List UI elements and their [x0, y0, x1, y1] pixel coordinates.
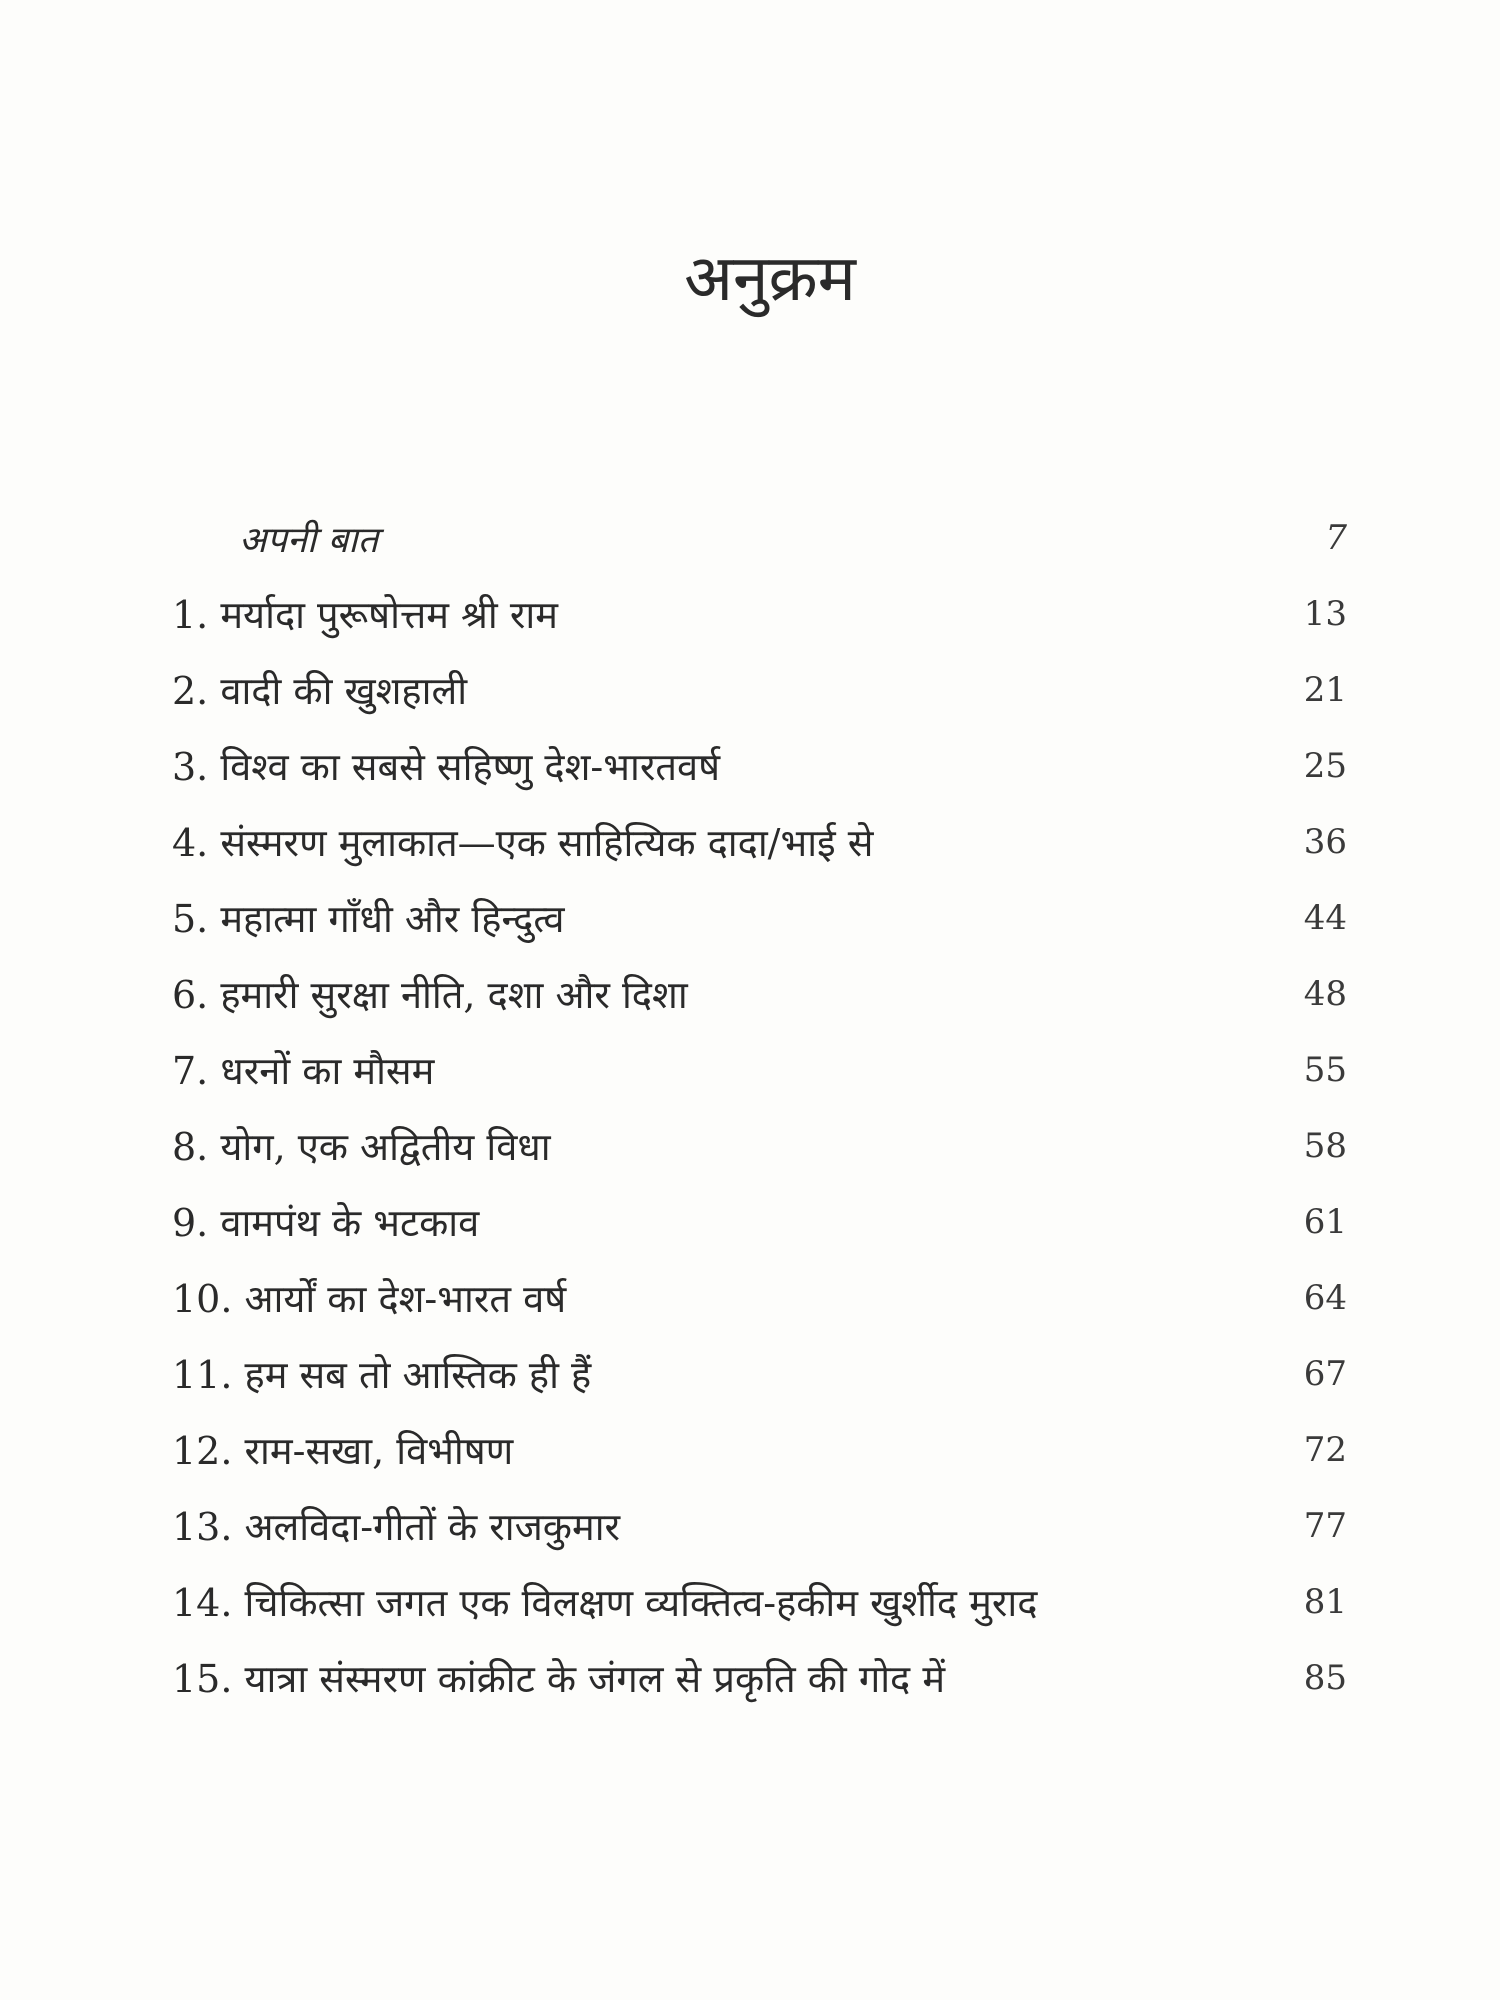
toc-entry-page-number: 55 [1303, 1050, 1347, 1090]
toc-entry-page-number: 58 [1303, 1126, 1347, 1166]
toc-entry-title: 14. चिकित्सा जगत एक विलक्षण व्यक्तित्व-हकीम खुर्शीद मुराद [172, 1581, 1038, 1625]
toc-entry [172, 880, 1347, 956]
toc-entry [172, 576, 1347, 652]
toc-entry-title: 1. मर्यादा पुरूषोत्तम श्री राम [172, 593, 558, 637]
toc-entry-page-number: 64 [1303, 1278, 1347, 1318]
toc-entry-page-number: 48 [1303, 974, 1347, 1014]
toc-entry-page-number: 72 [1303, 1430, 1347, 1470]
toc-entry [172, 1564, 1347, 1640]
toc-entry-title: 10. आर्यों का देश-भारत वर्ष [172, 1277, 567, 1321]
toc-entry [172, 956, 1347, 1032]
toc-entry [172, 804, 1347, 880]
toc-entry [172, 1108, 1347, 1184]
toc-entry-title: 6. हमारी सुरक्षा नीति, दशा और दिशा [172, 973, 688, 1017]
toc-entry-page-number: 67 [1303, 1354, 1347, 1394]
toc-entry-page-number: 25 [1303, 746, 1347, 786]
toc-entry-page-number: 13 [1303, 594, 1347, 634]
toc-entry-title: 7. धरनों का मौसम [172, 1049, 435, 1093]
toc-entry [172, 1640, 1347, 1716]
toc-entry-page-number: 36 [1303, 822, 1347, 862]
toc-entry-title: 2. वादी की खुशहाली [172, 669, 468, 713]
toc-entry-title: 8. योग, एक अद्वितीय विधा [172, 1125, 551, 1169]
toc-entry [172, 1336, 1347, 1412]
toc-entry [172, 652, 1347, 728]
toc-entry-title: 4. संस्मरण मुलाकात—एक साहित्यिक दादा/भाई से [172, 821, 874, 865]
toc-entry-page-number: 61 [1303, 1202, 1347, 1242]
toc-entry [172, 1412, 1347, 1488]
toc-entry-title: 15. यात्रा संस्मरण कांक्रीट के जंगल से प्रकृति की गोद में [172, 1657, 946, 1701]
toc-entry [172, 1032, 1347, 1108]
toc-entry-page-number: 77 [1303, 1506, 1347, 1546]
page-title: अनुक्रम [684, 242, 856, 316]
toc-entry [172, 500, 1347, 576]
toc-entry-page-number: 7 [1325, 518, 1347, 558]
toc-entry-title: 5. महात्मा गाँधी और हिन्दुत्व [172, 897, 565, 941]
toc-entry [172, 1184, 1347, 1260]
toc-entry-page-number: 85 [1303, 1658, 1347, 1698]
toc-entry-page-number: 21 [1303, 670, 1347, 710]
toc-entry-title: 9. वामपंथ के भटकाव [172, 1201, 480, 1245]
toc-entry [172, 1260, 1347, 1336]
toc-entry-title: अपनी बात [239, 519, 379, 561]
toc-entry-title: 11. हम सब तो आस्तिक ही हैं [172, 1353, 592, 1397]
toc-entry-page-number: 44 [1303, 898, 1347, 938]
toc-entry [172, 728, 1347, 804]
toc-entry-title: 12. राम-सखा, विभीषण [172, 1429, 514, 1473]
table-of-contents [172, 500, 1347, 1716]
toc-entry-page-number: 81 [1303, 1582, 1347, 1622]
toc-entry-title: 3. विश्व का सबसे सहिष्णु देश-भारतवर्ष [172, 745, 721, 789]
toc-entry-title: 13. अलविदा-गीतों के राजकुमार [172, 1505, 621, 1549]
toc-entry [172, 1488, 1347, 1564]
